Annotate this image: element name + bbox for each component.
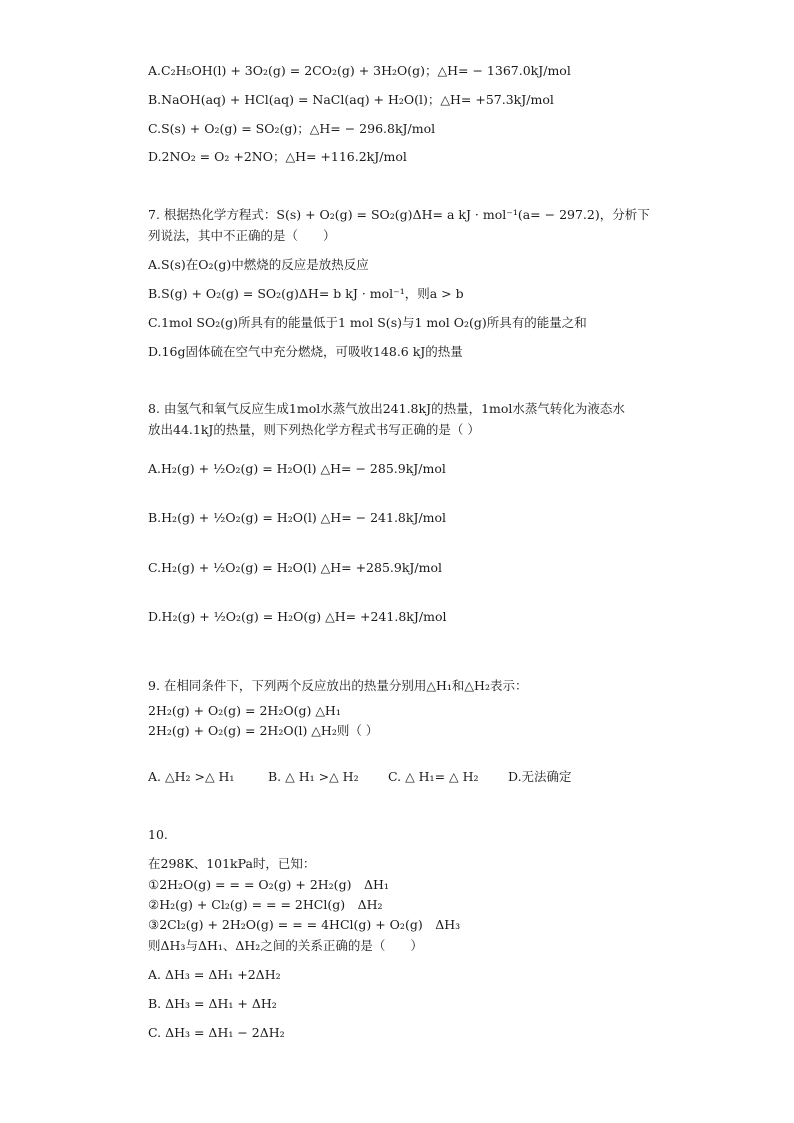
q7-stem-line1: 7. 根据热化学方程式：S(s) + O₂(g) = SO₂(g)ΔH= a kJ · mol⁻¹(a= − 297.2)，分析下 — [148, 207, 650, 222]
q8-stem-line1: 8. 由氢气和氧气反应生成1mol水蒸气放出241.8kJ的热量，1mol水蒸气转化为液态水 — [148, 401, 625, 416]
q10-question: 则ΔH₃与ΔH₁、ΔH₂之间的关系正确的是（ ） — [148, 938, 423, 953]
q7-option-a: A.S(s)在O₂(g)中燃烧的反应是放热反应 — [148, 257, 369, 272]
q8-stem-line2: 放出44.1kJ的热量，则下列热化学方程式书写正确的是（ ） — [148, 422, 480, 437]
q7-option-c: C.1mol SO₂(g)所具有的能量低于1 mol S(s)与1 mol O₂(g)所具有的能量之和 — [148, 315, 587, 330]
q7-option-b: B.S(g) + O₂(g) = SO₂(g)ΔH= b kJ · mol⁻¹，则a > b — [148, 286, 464, 301]
q6-option-c: C.S(s) + O₂(g) = SO₂(g)；△H= − 296.8kJ/mol — [148, 121, 436, 136]
q10-option-c: C. ΔH₃ = ΔH₁ − 2ΔH₂ — [148, 1025, 285, 1040]
q10-number: 10. — [148, 827, 168, 842]
q9-option-b: B. △ H₁ >△ H₂ — [268, 769, 359, 784]
q9-option-a: A. △H₂ >△ H₁ — [148, 769, 235, 784]
q9-equation-1: 2H₂(g) + O₂(g) = 2H₂O(g) △H₁ — [148, 703, 341, 718]
q6-option-a: A.C₂H₅OH(l) + 3O₂(g) = 2CO₂(g) + 3H₂O(g)；△H= − 1367.0kJ/mol — [148, 63, 571, 78]
q8-option-c: C.H₂(g) + ½O₂(g) = H₂O(l) △H= +285.9kJ/mol — [148, 560, 443, 575]
q10-option-b: B. ΔH₃ = ΔH₁ + ΔH₂ — [148, 996, 277, 1011]
q8-option-d: D.H₂(g) + ½O₂(g) = H₂O(g) △H= +241.8kJ/mol — [148, 609, 447, 624]
q8-option-a: A.H₂(g) + ½O₂(g) = H₂O(l) △H= − 285.9kJ/mol — [148, 461, 446, 476]
q10-equation-1: ①2H₂O(g) = = = O₂(g) + 2H₂(g) ΔH₁ — [148, 877, 389, 892]
q9-equation-2: 2H₂(g) + O₂(g) = 2H₂O(l) △H₂则（ ） — [148, 723, 379, 738]
q8-option-b: B.H₂(g) + ½O₂(g) = H₂O(l) △H= − 241.8kJ/mol — [148, 510, 447, 525]
q6-option-b: B.NaOH(aq) + HCl(aq) = NaCl(aq) + H₂O(l)；△H= +57.3kJ/mol — [148, 92, 554, 107]
q10-option-a: A. ΔH₃ = ΔH₁ +2ΔH₂ — [148, 967, 281, 982]
q9-stem: 9. 在相同条件下，下列两个反应放出的热量分别用△H₁和△H₂表示： — [148, 678, 528, 693]
q10-equation-2: ②H₂(g) + Cl₂(g) = = = 2HCl(g) ΔH₂ — [148, 897, 383, 912]
q7-stem-line2: 列说法，其中不正确的是（ ） — [148, 228, 336, 243]
q10-equation-3: ③2Cl₂(g) + 2H₂O(g) = = = 4HCl(g) + O₂(g) ΔH₃ — [148, 917, 461, 932]
q7-option-d: D.16g固体硫在空气中充分燃烧，可吸收148.6 kJ的热量 — [148, 344, 463, 359]
q6-option-d: D.2NO₂ = O₂ +2NO；△H= +116.2kJ/mol — [148, 149, 407, 164]
q9-option-c: C. △ H₁= △ H₂ — [388, 769, 479, 784]
q9-option-d: D.无法确定 — [508, 769, 572, 784]
q10-condition: 在298K、101kPa时，已知： — [148, 856, 316, 871]
